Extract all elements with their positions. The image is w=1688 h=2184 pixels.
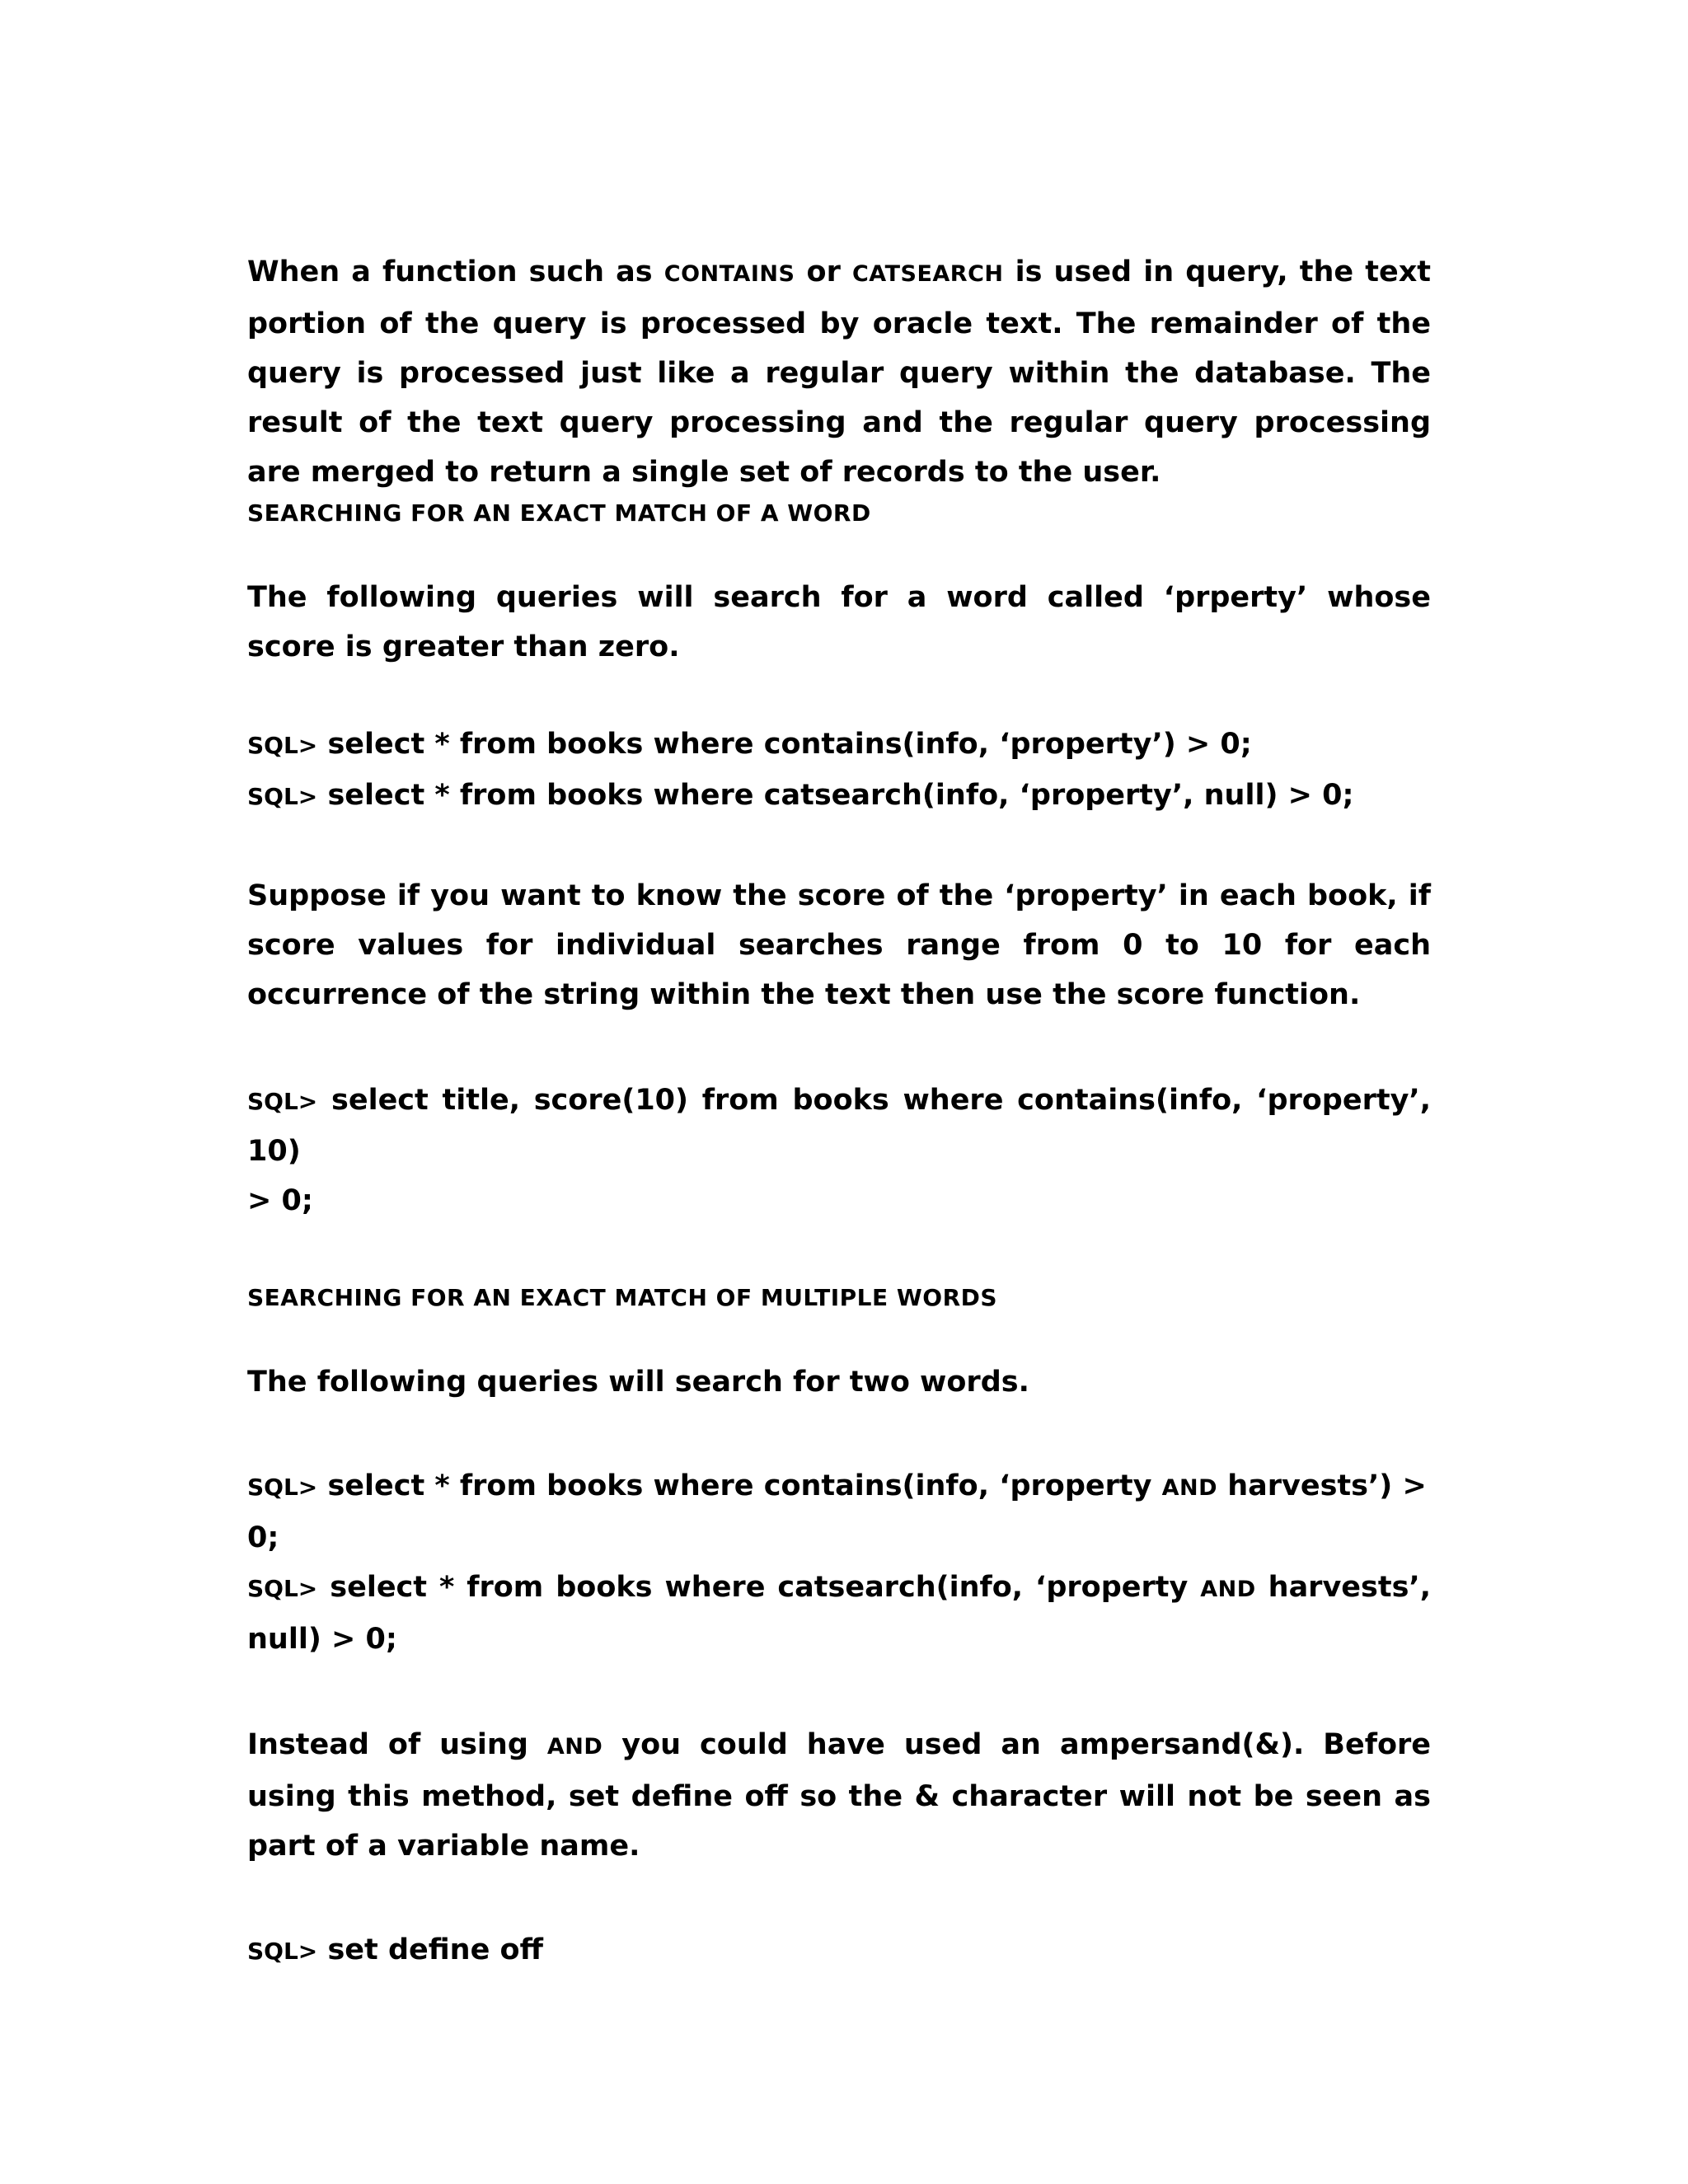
ampersand-paragraph [247, 1720, 1431, 1871]
sql-prompt: SQL> [247, 1575, 318, 1602]
code-line [247, 1461, 1431, 1563]
code-line [247, 1563, 1431, 1615]
para-text: you could have used an ampersand(&). Before using this method, set define off so the & character will not be seen as part of a variable name. [247, 1728, 1431, 1863]
sql-prompt: SQL> [247, 732, 318, 759]
sql-prompt: SQL> [247, 783, 318, 810]
code-text: select * from books where contains(info, ‘property’) > 0; [317, 728, 1252, 761]
sql-prompt: SQL> [247, 1938, 318, 1965]
contains-keyword: CONTAINS [663, 261, 795, 287]
score-paragraph: Suppose if you want to know the score of the ‘property’ in each book, if score values for individual searches range from 0 to 10 for each occurrence of the string within the text then use the score function. [247, 879, 1431, 1011]
and-keyword: AND [1200, 1577, 1256, 1602]
para-text: Instead of using [247, 1728, 547, 1761]
code-text: harvests’) > 0; [247, 1469, 1427, 1554]
document-page [247, 247, 1431, 1976]
code-line [247, 771, 1431, 822]
code-text: set define off [317, 1933, 543, 1966]
catsearch-keyword: CATSEARCH [851, 261, 1004, 287]
intro-text-3: is used in query, the text portion of the query is processed by oracle text. The remainder of the query is processed just like a regular query within the database. The result of the text query processing and the regular query processing are merged to return a single set of records to the user. [247, 255, 1432, 489]
intro-paragraph [247, 247, 1431, 497]
sql-prompt: SQL> [247, 1088, 318, 1115]
code-block-multiple [247, 1461, 1431, 1664]
intro-text-2: or [795, 255, 852, 288]
code-line-define-off [247, 1925, 1431, 1976]
code-block-word [247, 719, 1431, 822]
code-line: > 0; [247, 1184, 313, 1217]
section-heading-multiple: SEARCHING FOR AN EXACT MATCH OF MULTIPLE WORDS [247, 1284, 998, 1311]
code-text: select title, score(10) from books where contains(info, ‘property’, 10) [247, 1084, 1431, 1168]
code-text: select * from books where catsearch(info, ‘property [317, 1571, 1201, 1604]
multiple-words-paragraph: The following queries will search for two words. [247, 1366, 1029, 1399]
section-heading-word: SEARCHING FOR AN EXACT MATCH OF A WORD [247, 499, 871, 527]
code-text: select * from books where catsearch(info, ‘property’, null) > 0; [317, 779, 1354, 812]
code-line: null) > 0; [247, 1623, 397, 1656]
word-search-paragraph: The following queries will search for a word called ‘prperty’ whose score is greater than zero. [247, 581, 1431, 663]
code-line [247, 1076, 1431, 1176]
sql-prompt: SQL> [247, 1474, 318, 1501]
code-line [247, 719, 1431, 771]
and-keyword: AND [546, 1734, 603, 1760]
code-text: select * from books where contains(info, ‘property [317, 1469, 1162, 1502]
and-keyword: AND [1161, 1475, 1218, 1501]
code-block-score [247, 1076, 1431, 1226]
intro-text-1: When a function such as [247, 255, 664, 288]
code-text: harvests’, [1255, 1571, 1431, 1604]
